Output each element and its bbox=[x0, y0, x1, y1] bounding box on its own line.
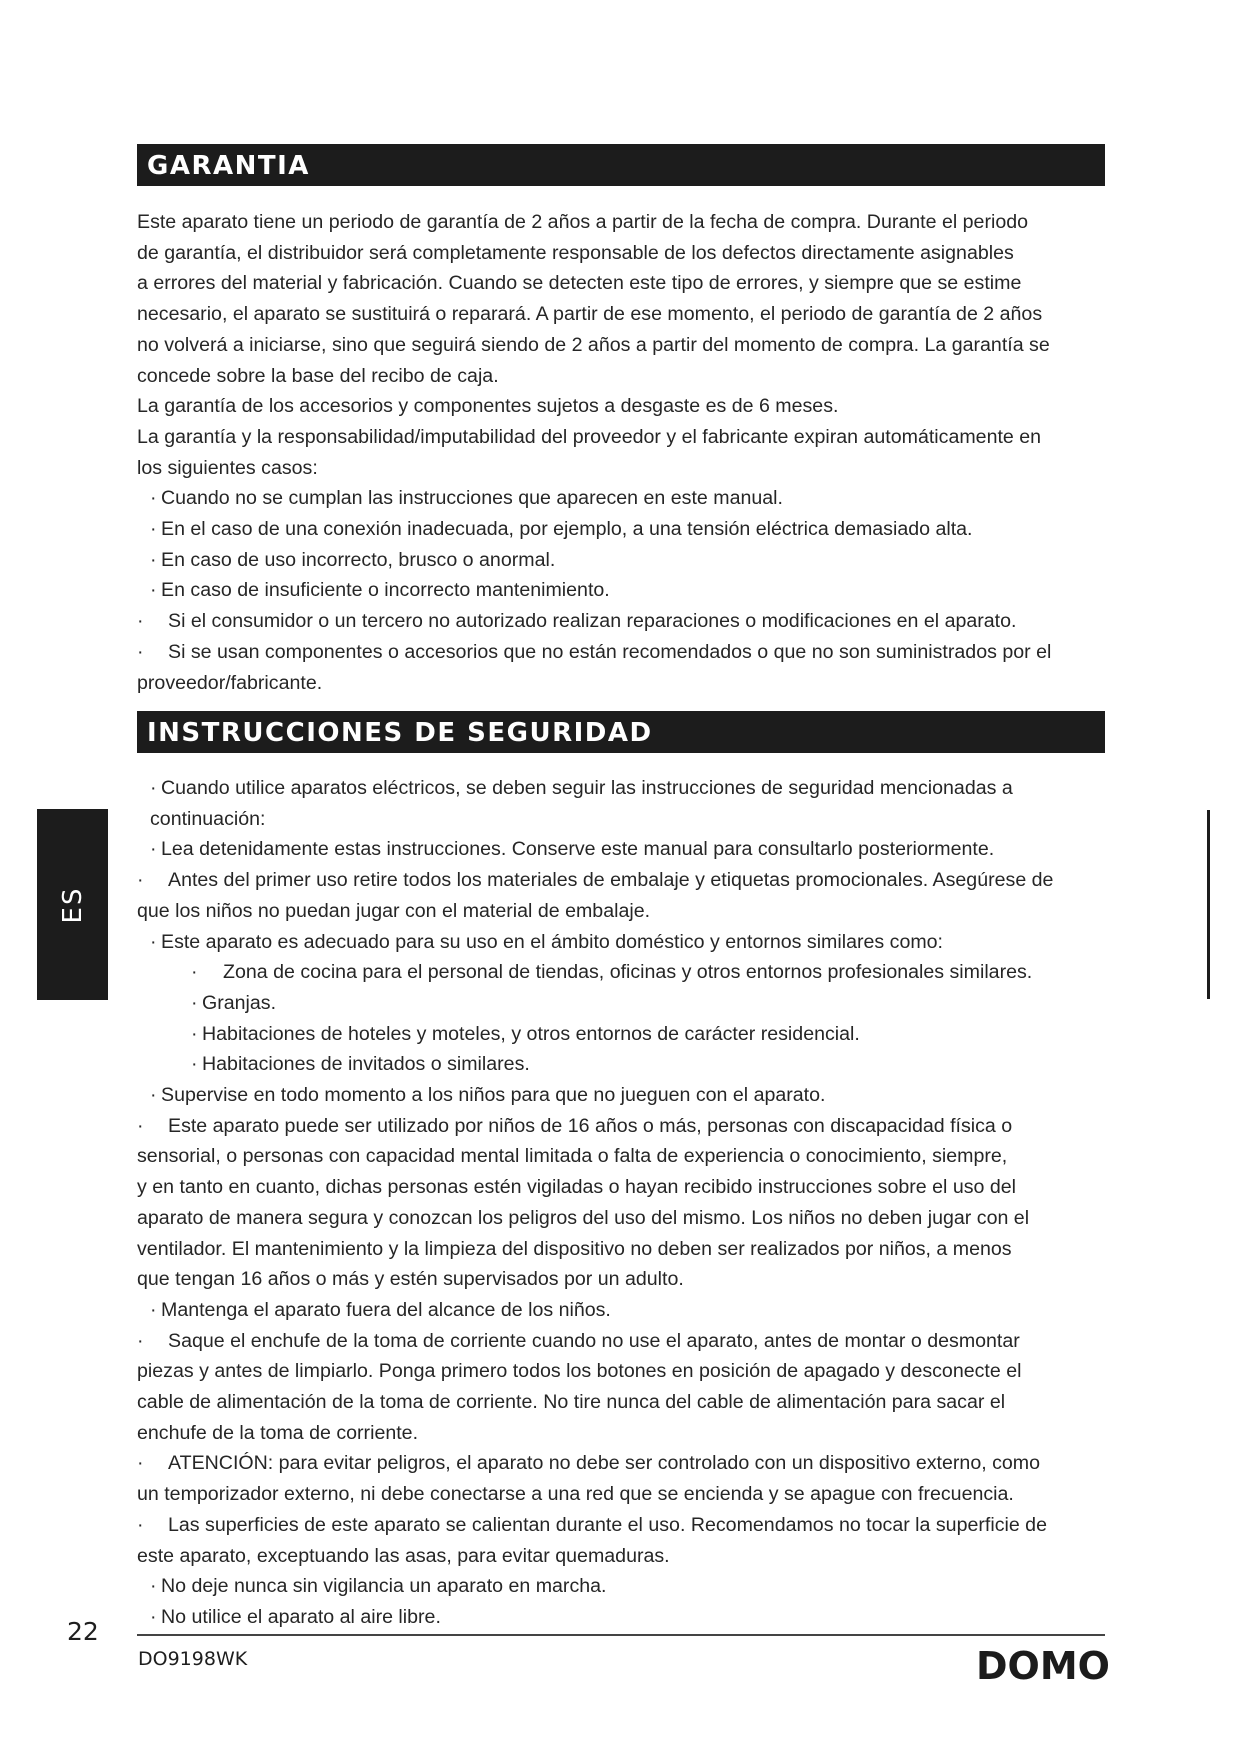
garantia-body bbox=[137, 207, 1112, 698]
list-item-text: No deje nunca sin vigilancia un aparato en marcha. bbox=[161, 1575, 607, 1598]
list-item bbox=[137, 834, 1112, 865]
paragraph-line: La garantía de los accesorios y componentes sujetos a desgaste es de 6 meses. bbox=[137, 395, 839, 418]
list-item bbox=[137, 927, 1112, 958]
list-item bbox=[137, 575, 1112, 606]
paragraph-line: necesario, el aparato se sustituirá o reparará. A partir de ese momento, el periodo de garantía de 2 años bbox=[137, 303, 1043, 326]
list-item-text: Cuando no se cumplan las instrucciones que aparecen en este manual. bbox=[161, 487, 783, 510]
list-item bbox=[137, 1326, 1112, 1357]
bullet-marker: · bbox=[150, 777, 157, 799]
bullet-marker: · bbox=[137, 610, 144, 633]
list-item-text: Supervise en todo momento a los niños para que no jueguen con el aparato. bbox=[161, 1084, 826, 1107]
section-header-garantia: GARANTIA bbox=[137, 144, 1105, 186]
bullet-marker: · bbox=[137, 1114, 144, 1137]
sub-list-item bbox=[137, 988, 1112, 1019]
paragraph-line: los siguientes casos: bbox=[137, 456, 318, 479]
bullet-marker: · bbox=[191, 1022, 198, 1045]
bullet-marker: · bbox=[191, 961, 198, 984]
list-item-continuation: proveedor/fabricante. bbox=[137, 671, 323, 694]
bullet-marker: · bbox=[150, 548, 157, 571]
list-item-continuation: enchufe de la toma de corriente. bbox=[137, 1421, 419, 1444]
seguridad-body bbox=[137, 773, 1112, 1633]
bullet-marker: · bbox=[137, 1513, 144, 1536]
list-item-continuation: este aparato, exceptuando las asas, para evitar quemaduras. bbox=[137, 1544, 670, 1567]
bullet-marker: · bbox=[137, 1329, 144, 1352]
bullet-marker: · bbox=[150, 1575, 157, 1598]
list-item-text: En caso de uso incorrecto, brusco o anormal. bbox=[161, 548, 556, 571]
paragraph-line: La garantía y la responsabilidad/imputabilidad del proveedor y el fabricante expiran automáticamente en bbox=[137, 425, 1042, 448]
sub-list-item bbox=[137, 957, 1112, 988]
list-item bbox=[137, 865, 1112, 896]
paragraph-line: a errores del material y fabricación. Cuando se detecten este tipo de errores, y siempre que se estime bbox=[137, 272, 1022, 295]
bullet-marker: · bbox=[150, 838, 157, 861]
bullet-marker: · bbox=[137, 1452, 144, 1475]
list-item-continuation: que los niños no puedan jugar con el material de embalaje. bbox=[137, 899, 651, 922]
list-item-text: Habitaciones de hoteles y moteles, y otros entornos de carácter residencial. bbox=[202, 1022, 860, 1045]
bullet-marker: · bbox=[150, 930, 157, 953]
paragraph-line: no volverá a iniciarse, sino que seguirá siendo de 2 años a partir del momento de compra. La garantía se bbox=[137, 333, 1050, 356]
list-item-continuation: que tengan 16 años o más y estén supervisados por un adulto. bbox=[137, 1268, 684, 1291]
list-item-continuation: piezas y antes de limpiarlo. Ponga primero todos los botones en posición de apagado y desconecte el bbox=[137, 1360, 1022, 1383]
list-item-text: En el caso de una conexión inadecuada, por ejemplo, a una tensión eléctrica demasiado alta. bbox=[161, 518, 973, 541]
list-item-continuation: un temporizador externo, ni debe conectarse a una red que se encienda y se apague con frecuencia. bbox=[137, 1483, 1014, 1506]
list-item bbox=[137, 1571, 1112, 1602]
language-tab bbox=[37, 809, 108, 1000]
list-item-text: Cuando utilice aparatos eléctricos, se deben seguir las instrucciones de seguridad mencionadas a bbox=[161, 777, 1013, 799]
list-item-text: Zona de cocina para el personal de tiendas, oficinas y otros entornos profesionales similares. bbox=[223, 961, 1033, 984]
bullet-marker: · bbox=[191, 1053, 198, 1076]
bullet-marker: · bbox=[137, 869, 144, 892]
list-item-text: Lea detenidamente estas instrucciones. Conserve este manual para consultarlo posteriormente. bbox=[161, 838, 995, 861]
sub-list-item bbox=[137, 1049, 1112, 1080]
list-item-text: ATENCIÓN: para evitar peligros, el aparato no debe ser controlado con un dispositivo externo, como bbox=[168, 1452, 1041, 1475]
sub-list-item bbox=[137, 1019, 1112, 1050]
bullet-marker: · bbox=[150, 518, 157, 541]
bullet-marker: · bbox=[137, 640, 144, 663]
bullet-marker: · bbox=[150, 1084, 157, 1107]
bullet-marker: · bbox=[150, 579, 157, 602]
list-item-text: Este aparato puede ser utilizado por niños de 16 años o más, personas con discapacidad física o bbox=[168, 1114, 1013, 1137]
list-item bbox=[137, 606, 1112, 637]
page-number: 22 bbox=[67, 1617, 99, 1646]
list-item-text: En caso de insuficiente o incorrecto mantenimiento. bbox=[161, 579, 610, 602]
list-item-continuation: aparato de manera segura y conozcan los peligros del uso del mismo. Los niños no deben jugar con el bbox=[137, 1206, 1030, 1229]
list-item-text: No utilice el aparato al aire libre. bbox=[161, 1605, 441, 1628]
section-header-seguridad: INSTRUCCIONES DE SEGURIDAD bbox=[137, 711, 1105, 753]
list-item bbox=[137, 1510, 1112, 1541]
list-item-text: Saque el enchufe de la toma de corriente cuando no use el aparato, antes de montar o desmontar bbox=[168, 1329, 1020, 1352]
brand-logo: DOMO bbox=[976, 1644, 1110, 1688]
list-item-text: Granjas. bbox=[202, 991, 277, 1014]
list-item bbox=[137, 545, 1112, 576]
list-item-text: Mantenga el aparato fuera del alcance de los niños. bbox=[161, 1298, 611, 1321]
list-item bbox=[137, 773, 1112, 804]
bullet-marker: · bbox=[150, 1605, 157, 1628]
paragraph-line: de garantía, el distribuidor será completamente responsable de los defectos directamente asignables bbox=[137, 241, 1014, 264]
list-item-text: Si se usan componentes o accesorios que no están recomendados o que no son suministrados por el bbox=[168, 640, 1052, 663]
list-item-text: Si el consumidor o un tercero no autorizado realizan reparaciones o modificaciones en el aparato. bbox=[168, 610, 1017, 633]
language-label: ES bbox=[57, 886, 88, 923]
list-item-continuation: y en tanto en cuanto, dichas personas estén vigiladas o hayan recibido instrucciones sobre el uso del bbox=[137, 1176, 1017, 1199]
paragraph-line: Este aparato tiene un periodo de garantía de 2 años a partir de la fecha de compra. Durante el periodo bbox=[137, 211, 1029, 233]
list-item bbox=[137, 1295, 1112, 1326]
list-item bbox=[137, 483, 1112, 514]
bullet-marker: · bbox=[150, 487, 157, 510]
list-item bbox=[137, 637, 1112, 668]
margin-rule bbox=[1207, 810, 1210, 999]
list-item bbox=[137, 1602, 1112, 1633]
list-item-text: Este aparato es adecuado para su uso en el ámbito doméstico y entornos similares como: bbox=[161, 930, 943, 953]
list-item-continuation: ventilador. El mantenimiento y la limpieza del dispositivo no deben ser realizados por niños, a menos bbox=[137, 1237, 1012, 1260]
list-item bbox=[137, 514, 1112, 545]
footer-divider bbox=[137, 1634, 1105, 1636]
list-item-text: Habitaciones de invitados o similares. bbox=[202, 1053, 530, 1076]
model-number: DO9198WK bbox=[138, 1648, 248, 1670]
list-item bbox=[137, 1111, 1112, 1142]
list-item-continuation: cable de alimentación de la toma de corriente. No tire nunca del cable de alimentación para sacar el bbox=[137, 1391, 1006, 1414]
list-item bbox=[137, 1080, 1112, 1111]
list-item-text: Antes del primer uso retire todos los materiales de embalaje y etiquetas promocionales. Asegúrese de bbox=[168, 869, 1054, 892]
bullet-marker: · bbox=[191, 991, 198, 1014]
paragraph-line: concede sobre la base del recibo de caja. bbox=[137, 364, 499, 387]
list-item bbox=[137, 1448, 1112, 1479]
list-item-continuation: sensorial, o personas con capacidad mental limitada o falta de experiencia o conocimiento, siempre, bbox=[137, 1145, 1008, 1168]
list-item-text: Las superficies de este aparato se calientan durante el uso. Recomendamos no tocar la superficie de bbox=[168, 1513, 1047, 1536]
list-item-continuation: continuación: bbox=[150, 807, 266, 830]
bullet-marker: · bbox=[150, 1298, 157, 1321]
